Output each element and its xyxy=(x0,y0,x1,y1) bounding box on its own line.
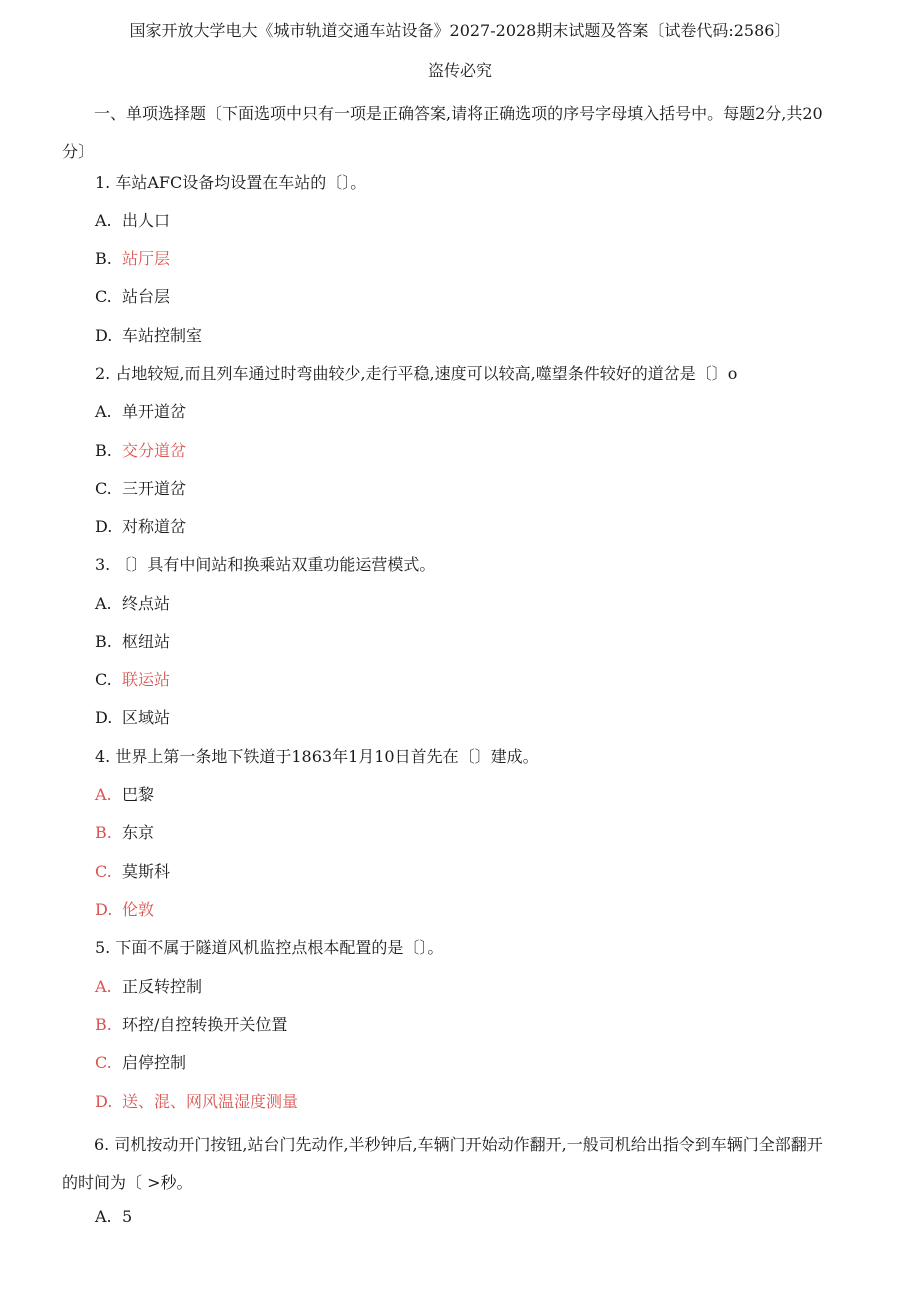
option-text: 站台层 xyxy=(122,287,171,306)
option-label: C. xyxy=(95,1053,112,1072)
question-stem: 6. 司机按动开门按钮,站台门先动作,半秒钟后,车辆门开始动作翻开,一般司机给出指令到车辆门全部翻开的时间为〔 >秒。 xyxy=(62,1135,823,1192)
option-text: 站厅层 xyxy=(122,249,171,268)
question-stem: 2. 占地较短,而且列车通过时弯曲较少,走行平稳,速度可以较高,噬望条件较好的道岔是〔〕o xyxy=(95,364,738,383)
option-label: D. xyxy=(95,326,113,345)
option-text: 终点站 xyxy=(122,594,171,613)
option-b xyxy=(95,821,154,845)
option-a xyxy=(95,1205,132,1229)
option-c xyxy=(95,1051,186,1075)
document-title: 国家开放大学电大《城市轨道交通车站设备》2027-2028期末试题及答案〔试卷代码:2586〕 xyxy=(129,21,791,40)
option-label: A. xyxy=(95,402,112,421)
option-label: B. xyxy=(95,441,112,460)
option-text: 莫斯科 xyxy=(122,862,171,881)
option-text: 单开道岔 xyxy=(122,402,187,421)
question-stem: 1. 车站AFC设备均设置在车站的〔〕。 xyxy=(95,173,367,192)
option-text: 联运站 xyxy=(122,670,171,689)
option-text: 三开道岔 xyxy=(122,479,187,498)
option-d xyxy=(95,898,154,922)
option-a xyxy=(95,975,202,999)
option-label: D. xyxy=(95,1092,113,1111)
option-text: 对称道岔 xyxy=(122,517,187,536)
question-stem: 3. 〔〕具有中间站和换乘站双重功能运营模式。 xyxy=(95,555,436,574)
option-label: B. xyxy=(95,249,112,268)
option-c xyxy=(95,477,186,501)
option-text: 正反转控制 xyxy=(122,977,203,996)
option-label: B. xyxy=(95,632,112,651)
option-text: 环控/自控转换开关位置 xyxy=(122,1015,288,1034)
option-label: C. xyxy=(95,670,112,689)
option-a xyxy=(95,209,170,233)
option-text: 伦敦 xyxy=(122,900,155,919)
option-text: 出人口 xyxy=(122,211,171,230)
option-label: C. xyxy=(95,479,112,498)
option-a xyxy=(95,400,186,424)
question-stem: 4. 世界上第一条地下铁道于1863年1月10日首先在〔〕建成。 xyxy=(95,747,539,766)
option-label: A. xyxy=(95,594,112,613)
option-label: D. xyxy=(95,708,113,727)
option-label: A. xyxy=(95,977,112,996)
option-label: C. xyxy=(95,862,112,881)
option-text: 交分道岔 xyxy=(122,441,187,460)
option-b xyxy=(95,1013,287,1037)
option-label: B. xyxy=(95,823,112,842)
option-label: C. xyxy=(95,287,112,306)
option-text: 车站控制室 xyxy=(122,326,203,345)
option-label: A. xyxy=(95,211,112,230)
option-c xyxy=(95,285,170,309)
question-stem: 5. 下面不属于隧道风机监控点根本配置的是〔〕。 xyxy=(95,938,444,957)
option-text: 巴黎 xyxy=(122,785,155,804)
option-a xyxy=(95,592,170,616)
option-text: 区域站 xyxy=(122,708,171,727)
option-d xyxy=(95,515,186,539)
document-subtitle: 盗传必究 xyxy=(427,61,492,80)
option-text: 东京 xyxy=(122,823,155,842)
option-b xyxy=(95,247,170,271)
option-text: 枢纽站 xyxy=(122,632,171,651)
option-d xyxy=(95,324,202,348)
option-c xyxy=(95,860,170,884)
option-c xyxy=(95,668,170,692)
option-a xyxy=(95,783,154,807)
option-label: B. xyxy=(95,1015,112,1034)
option-d xyxy=(95,706,170,730)
option-label: A. xyxy=(95,1207,112,1226)
option-label: D. xyxy=(95,900,113,919)
option-label: D. xyxy=(95,517,113,536)
option-text: 启停控制 xyxy=(122,1053,187,1072)
option-b xyxy=(95,439,186,463)
option-d xyxy=(95,1090,298,1114)
option-text: 5 xyxy=(122,1207,133,1226)
section-heading: 一、单项选择题〔下面选项中只有一项是正确答案,请将正确选项的序号字母填入括号中。每题2分,共20分〕 xyxy=(62,104,823,161)
option-text: 送、混、网风温湿度测量 xyxy=(122,1092,299,1111)
option-b xyxy=(95,630,170,654)
option-label: A. xyxy=(95,785,112,804)
